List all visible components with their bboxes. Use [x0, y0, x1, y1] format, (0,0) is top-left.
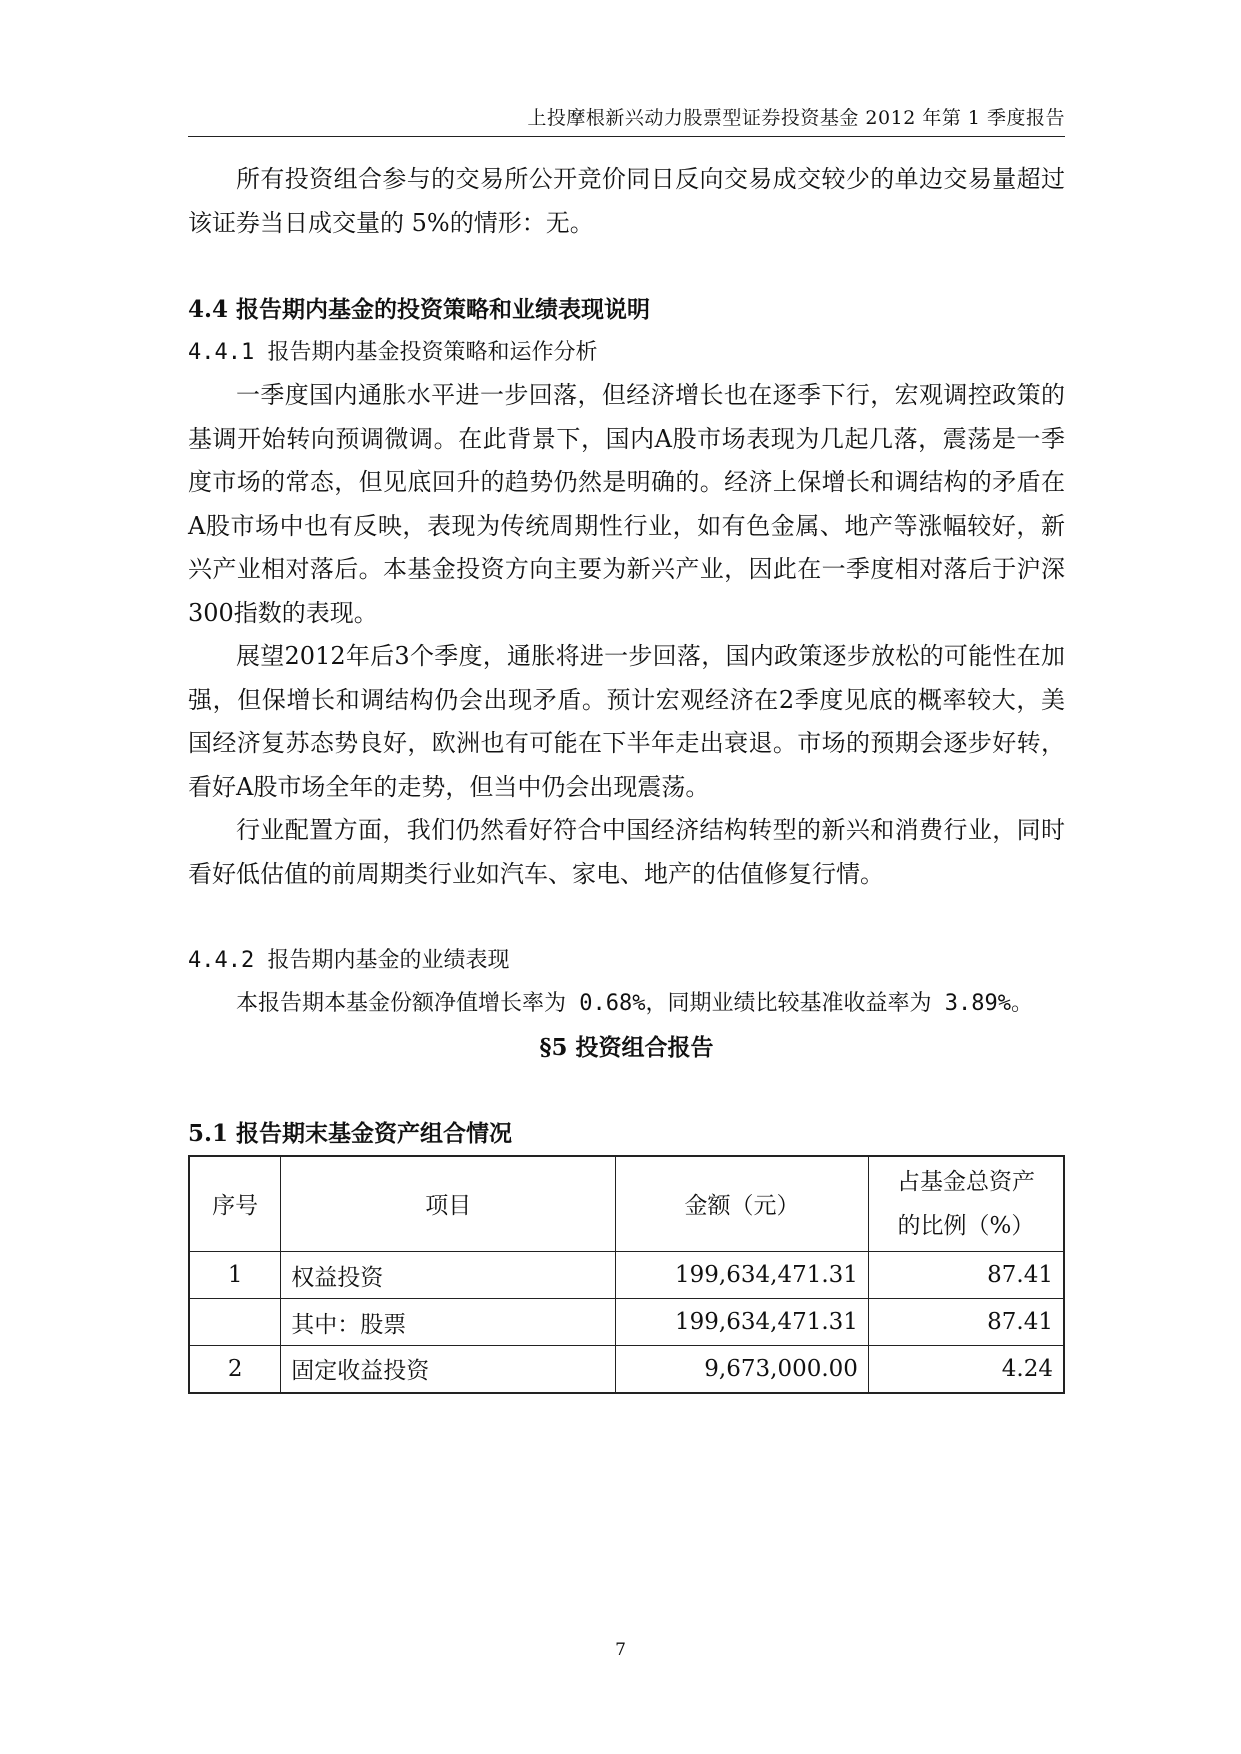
strategy-paragraph-3: 行业配置方面，我们仍然看好符合中国经济结构转型的新兴和消费行业，同时看好低估值的前周期类行业如汽车、家电、地产的估值修复行情。	[188, 816, 1065, 888]
row-no: 1	[189, 1252, 281, 1299]
row-no	[189, 1299, 281, 1346]
asset-allocation-table	[188, 1155, 1065, 1394]
header-amount: 金额（元）	[616, 1156, 869, 1252]
row-ratio: 87.41	[868, 1299, 1064, 1346]
section-5-1-heading: 5.1 报告期末基金资产组合情况	[188, 1119, 513, 1147]
intro-paragraph: 所有投资组合参与的交易所公开竞价同日反向交易成交较少的单边交易量超过该证券当日成交量的 5%的情形：无。	[188, 165, 1065, 237]
header-ratio-line2: 的比例（%）	[897, 1212, 1035, 1239]
row-item: 其中：股票	[281, 1299, 616, 1346]
table-header-row	[189, 1156, 1064, 1252]
page-header	[188, 92, 1065, 137]
header-ratio	[868, 1156, 1064, 1252]
row-ratio: 4.24	[868, 1346, 1064, 1393]
performance-paragraph: 本报告期本基金份额净值增长率为 0.68%，同期业绩比较基准收益率为 3.89%。	[236, 991, 1033, 1016]
page-content	[188, 158, 1065, 1394]
strategy-paragraph-1: 一季度国内通胀水平进一步回落，但经济增长也在逐季下行，宏观调控政策的基调开始转向预调微调。在此背景下，国内A股市场表现为几起几落，震荡是一季度市场的常态，但见底回升的趋势仍然是明确的。经济上保增长和调结构的矛盾在A股市场中也有反映，表现为传统周期性行业，如有色金属、地产等涨幅较好，新兴产业相对落后。本基金投资方向主要为新兴产业，因此在一季度相对落后于沪深300指数的表现。	[188, 381, 1065, 627]
table-row	[189, 1346, 1064, 1393]
row-amount: 9,673,000.00	[616, 1346, 869, 1393]
section-4-4-1-heading: 4.4.1 报告期内基金投资策略和运作分析	[188, 340, 598, 365]
table-row	[189, 1299, 1064, 1346]
row-no: 2	[189, 1346, 281, 1393]
header-item: 项目	[281, 1156, 616, 1252]
row-amount: 199,634,471.31	[616, 1299, 869, 1346]
section-4-4-heading: 4.4 报告期内基金的投资策略和业绩表现说明	[188, 296, 651, 323]
table-row	[189, 1252, 1064, 1299]
row-item: 权益投资	[281, 1252, 616, 1299]
row-item: 固定收益投资	[281, 1346, 616, 1393]
row-amount: 199,634,471.31	[616, 1252, 869, 1299]
header-title: 上投摩根新兴动力股票型证券投资基金 2012 年第 1 季度报告	[527, 107, 1065, 129]
header-no: 序号	[189, 1156, 281, 1252]
strategy-paragraph-2: 展望2012年后3个季度，通胀将进一步回落，国内政策逐步放松的可能性在加强，但保增长和调结构仍会出现矛盾。预计宏观经济在2季度见底的概率较大，美国经济复苏态势良好，欧洲也有可能在下半年走出衰退。市场的预期会逐步好转，看好A股市场全年的走势，但当中仍会出现震荡。	[188, 642, 1065, 801]
row-ratio: 87.41	[868, 1252, 1064, 1299]
header-ratio-line1: 占基金总资产	[896, 1168, 1035, 1195]
section-4-4-2-heading: 4.4.2 报告期内基金的业绩表现	[188, 948, 510, 973]
section-5-title: §5 投资组合报告	[539, 1033, 714, 1061]
page-number: 7	[615, 1640, 626, 1660]
